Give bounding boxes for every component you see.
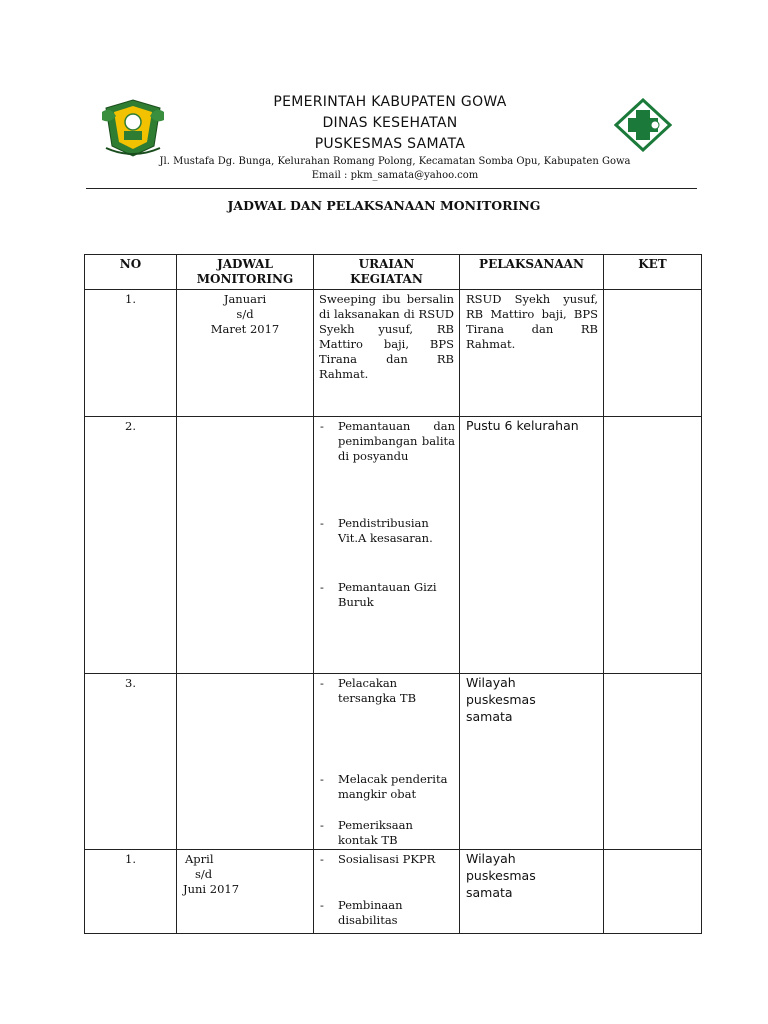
document-title: JADWAL DAN PELAKSANAAN MONITORING	[227, 198, 541, 213]
item-dash: -	[320, 852, 324, 866]
row-jadwal-cell	[177, 417, 314, 674]
col-header-pelaksanaan-label: PELAKSANAAN	[479, 257, 584, 271]
item-text: Pendistribusian Vit.A kesasaran.	[338, 516, 433, 545]
uraian-item	[320, 772, 455, 802]
col-header-jadwal-line2: MONITORING	[196, 272, 294, 286]
row-no: 3.	[125, 676, 136, 690]
table-row	[85, 290, 702, 417]
row-no-cell	[85, 290, 177, 417]
row-uraian-cell	[314, 674, 460, 850]
col-header-jadwal	[177, 255, 314, 290]
item-text: Pemantauan dan penimbangan balita di posyandu	[338, 419, 455, 463]
header-divider	[86, 188, 697, 189]
row-jadwal-cell	[177, 290, 314, 417]
row-uraian-cell	[314, 417, 460, 674]
row-uraian-cell	[314, 850, 460, 934]
uraian-item	[320, 419, 455, 464]
jadwal-sd: s/d	[236, 307, 254, 321]
row-no: 1.	[125, 852, 136, 866]
col-header-jadwal-line1: JADWAL	[217, 257, 273, 271]
item-text: Sosialisasi PKPR	[338, 852, 436, 866]
col-header-ket	[604, 255, 702, 290]
jadwal-start: Januari	[223, 292, 267, 306]
col-header-uraian-line2: KEGIATAN	[350, 272, 423, 286]
jadwal-end: Juni 2017	[183, 882, 240, 896]
col-header-no	[85, 255, 177, 290]
row-jadwal-cell	[177, 674, 314, 850]
row-no: 1.	[125, 292, 136, 306]
pelaksanaan-text: Wilayah puskesmas samata	[466, 675, 536, 724]
item-dash: -	[320, 676, 324, 690]
pelaksanaan-text: RSUD Syekh yusuf, RB Mattiro baji, BPS Tirana dan RB Rahmat.	[466, 292, 598, 351]
row-no: 2.	[125, 419, 136, 433]
row-ket-cell	[604, 850, 702, 934]
uraian-item	[320, 516, 455, 546]
pelaksanaan-text: Pustu 6 kelurahan	[466, 418, 579, 433]
col-header-uraian-line1: URAIAN	[358, 257, 415, 271]
table-row	[85, 417, 702, 674]
item-text: Melacak penderita mangkir obat	[338, 772, 448, 801]
header-email: Email : pkm_samata@yahoo.com	[311, 170, 479, 181]
jadwal-end: Maret 2017	[210, 322, 280, 336]
gowa-logo	[100, 98, 166, 158]
col-header-ket-label: KET	[638, 257, 667, 271]
row-no-cell	[85, 674, 177, 850]
row-ket-cell	[604, 290, 702, 417]
col-header-no-label: NO	[119, 257, 142, 271]
table-row	[85, 850, 702, 934]
item-dash: -	[320, 419, 324, 433]
col-header-pelaksanaan	[460, 255, 604, 290]
header-puskesmas: PUSKESMAS SAMATA	[314, 136, 466, 152]
row-ket-cell	[604, 417, 702, 674]
pelaksanaan-text: Wilayah puskesmas samata	[466, 851, 536, 900]
item-text: Pelacakan tersangka TB	[338, 676, 417, 705]
item-dash: -	[320, 580, 324, 594]
uraian-item	[320, 898, 455, 928]
item-dash: -	[320, 818, 324, 832]
kesehatan-logo	[614, 98, 672, 152]
uraian-item	[320, 676, 455, 706]
row-pelaksanaan-cell	[460, 290, 604, 417]
row-jadwal-cell	[177, 850, 314, 934]
row-uraian-cell	[314, 290, 460, 417]
uraian-item	[320, 580, 455, 610]
row-pelaksanaan-cell	[460, 417, 604, 674]
uraian-item	[320, 852, 455, 867]
item-dash: -	[320, 898, 324, 912]
uraian-item	[320, 818, 455, 848]
item-text: Pembinaan disabilitas	[338, 898, 403, 927]
row-pelaksanaan-cell	[460, 850, 604, 934]
row-ket-cell	[604, 674, 702, 850]
monitoring-table	[84, 254, 702, 934]
col-header-uraian	[314, 255, 460, 290]
row-no-cell	[85, 850, 177, 934]
row-no-cell	[85, 417, 177, 674]
item-text: Pemantauan Gizi Buruk	[338, 580, 437, 609]
row-pelaksanaan-cell	[460, 674, 604, 850]
jadwal-sd: s/d	[195, 867, 213, 881]
jadwal-start: April	[185, 852, 214, 866]
header-department: DINAS KESEHATAN	[322, 115, 458, 131]
uraian-text: Sweeping ibu bersalin di laksanakan di RSUD Syekh yusuf, RB Mattiro baji, BPS Tirana dan RB Rahmat.	[319, 292, 454, 381]
header-address: Jl. Mustafa Dg. Bunga, Kelurahan Romang Polong, Kecamatan Somba Opu, Kabupaten Gowa	[159, 156, 631, 167]
table-header-row	[85, 255, 702, 290]
item-dash: -	[320, 772, 324, 786]
header-government: PEMERINTAH KABUPATEN GOWA	[273, 94, 507, 110]
item-dash: -	[320, 516, 324, 530]
item-text: Pemeriksaan kontak TB	[338, 818, 413, 847]
table-row	[85, 674, 702, 850]
